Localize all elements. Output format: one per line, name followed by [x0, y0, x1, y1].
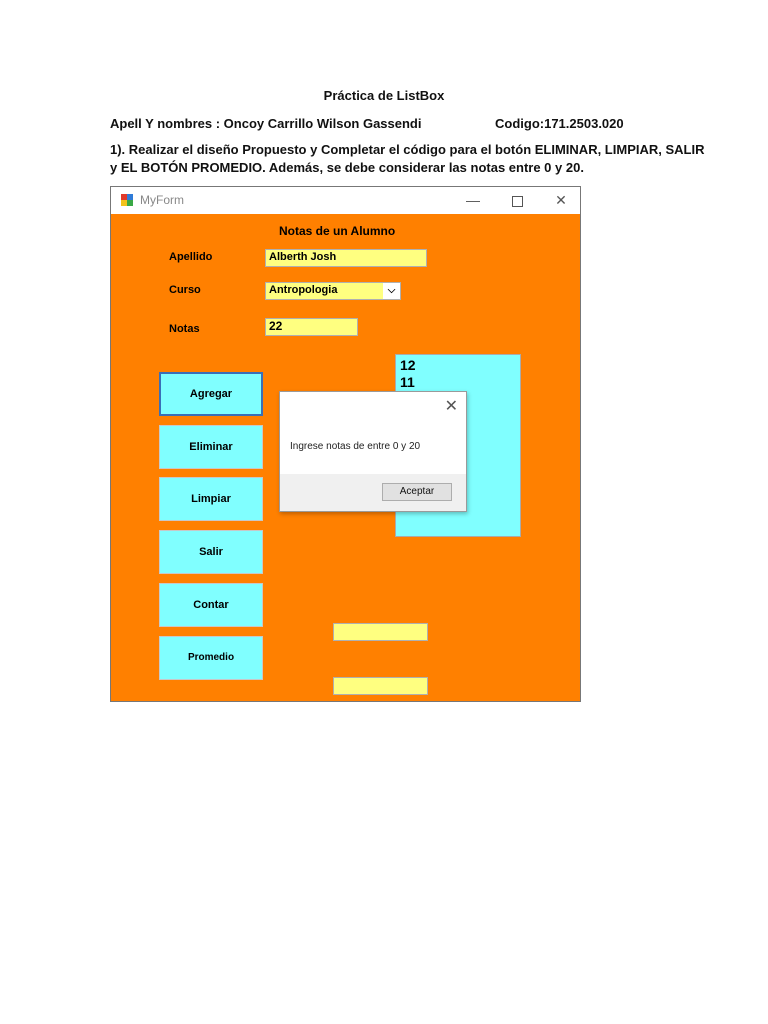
- chevron-down-icon[interactable]: ⌵: [383, 283, 400, 299]
- aceptar-button[interactable]: Aceptar: [382, 483, 452, 501]
- maximize-button[interactable]: [497, 189, 537, 211]
- agregar-button[interactable]: Agregar: [159, 372, 263, 416]
- app-icon: [121, 194, 133, 206]
- contar-button[interactable]: Contar: [159, 583, 263, 627]
- window-titlebar[interactable]: [111, 187, 580, 214]
- document-title: Práctica de ListBox: [323, 88, 445, 103]
- instruction-line-1: 1). Realizar el diseño Propuesto y Completar el código para el botón ELIMINAR, LIMPIAR, SALIR: [110, 142, 705, 157]
- dialog-message: Ingrese notas de entre 0 y 20: [290, 441, 421, 452]
- eliminar-button[interactable]: Eliminar: [159, 425, 263, 469]
- instruction-line-2: y EL BOTÓN PROMEDIO. Además, se debe considerar las notas entre 0 y 20.: [110, 160, 584, 175]
- minimize-button[interactable]: —: [466, 192, 480, 208]
- apellido-label: Apellido: [169, 251, 213, 263]
- student-name: Apell Y nombres : Oncoy Carrillo Wilson Gassendi: [110, 116, 422, 131]
- list-item[interactable]: 11: [400, 374, 415, 390]
- curso-label: Curso: [169, 284, 201, 296]
- promedio-button[interactable]: Promedio: [159, 636, 263, 680]
- notas-label: Notas: [169, 323, 200, 335]
- notas-input[interactable]: 22: [265, 318, 358, 336]
- limpiar-button[interactable]: Limpiar: [159, 477, 263, 521]
- student-code: Codigo:171.2503.020: [495, 116, 624, 131]
- form-heading: Notas de un Alumno: [279, 224, 396, 238]
- promedio-output[interactable]: [333, 677, 428, 695]
- curso-selected-value: Antropologia: [269, 284, 338, 296]
- dialog-footer: [280, 474, 466, 511]
- maximize-icon: [512, 196, 523, 207]
- apellido-input[interactable]: Alberth Josh: [265, 249, 427, 267]
- window-title: MyForm: [140, 193, 184, 207]
- contar-output[interactable]: [333, 623, 428, 641]
- list-item[interactable]: 12: [400, 357, 416, 373]
- window-close-button[interactable]: ✕: [555, 192, 567, 208]
- dialog-close-button[interactable]: ✕: [444, 398, 458, 415]
- curso-select[interactable]: [265, 282, 401, 300]
- salir-button[interactable]: Salir: [159, 530, 263, 574]
- message-dialog: [279, 391, 467, 512]
